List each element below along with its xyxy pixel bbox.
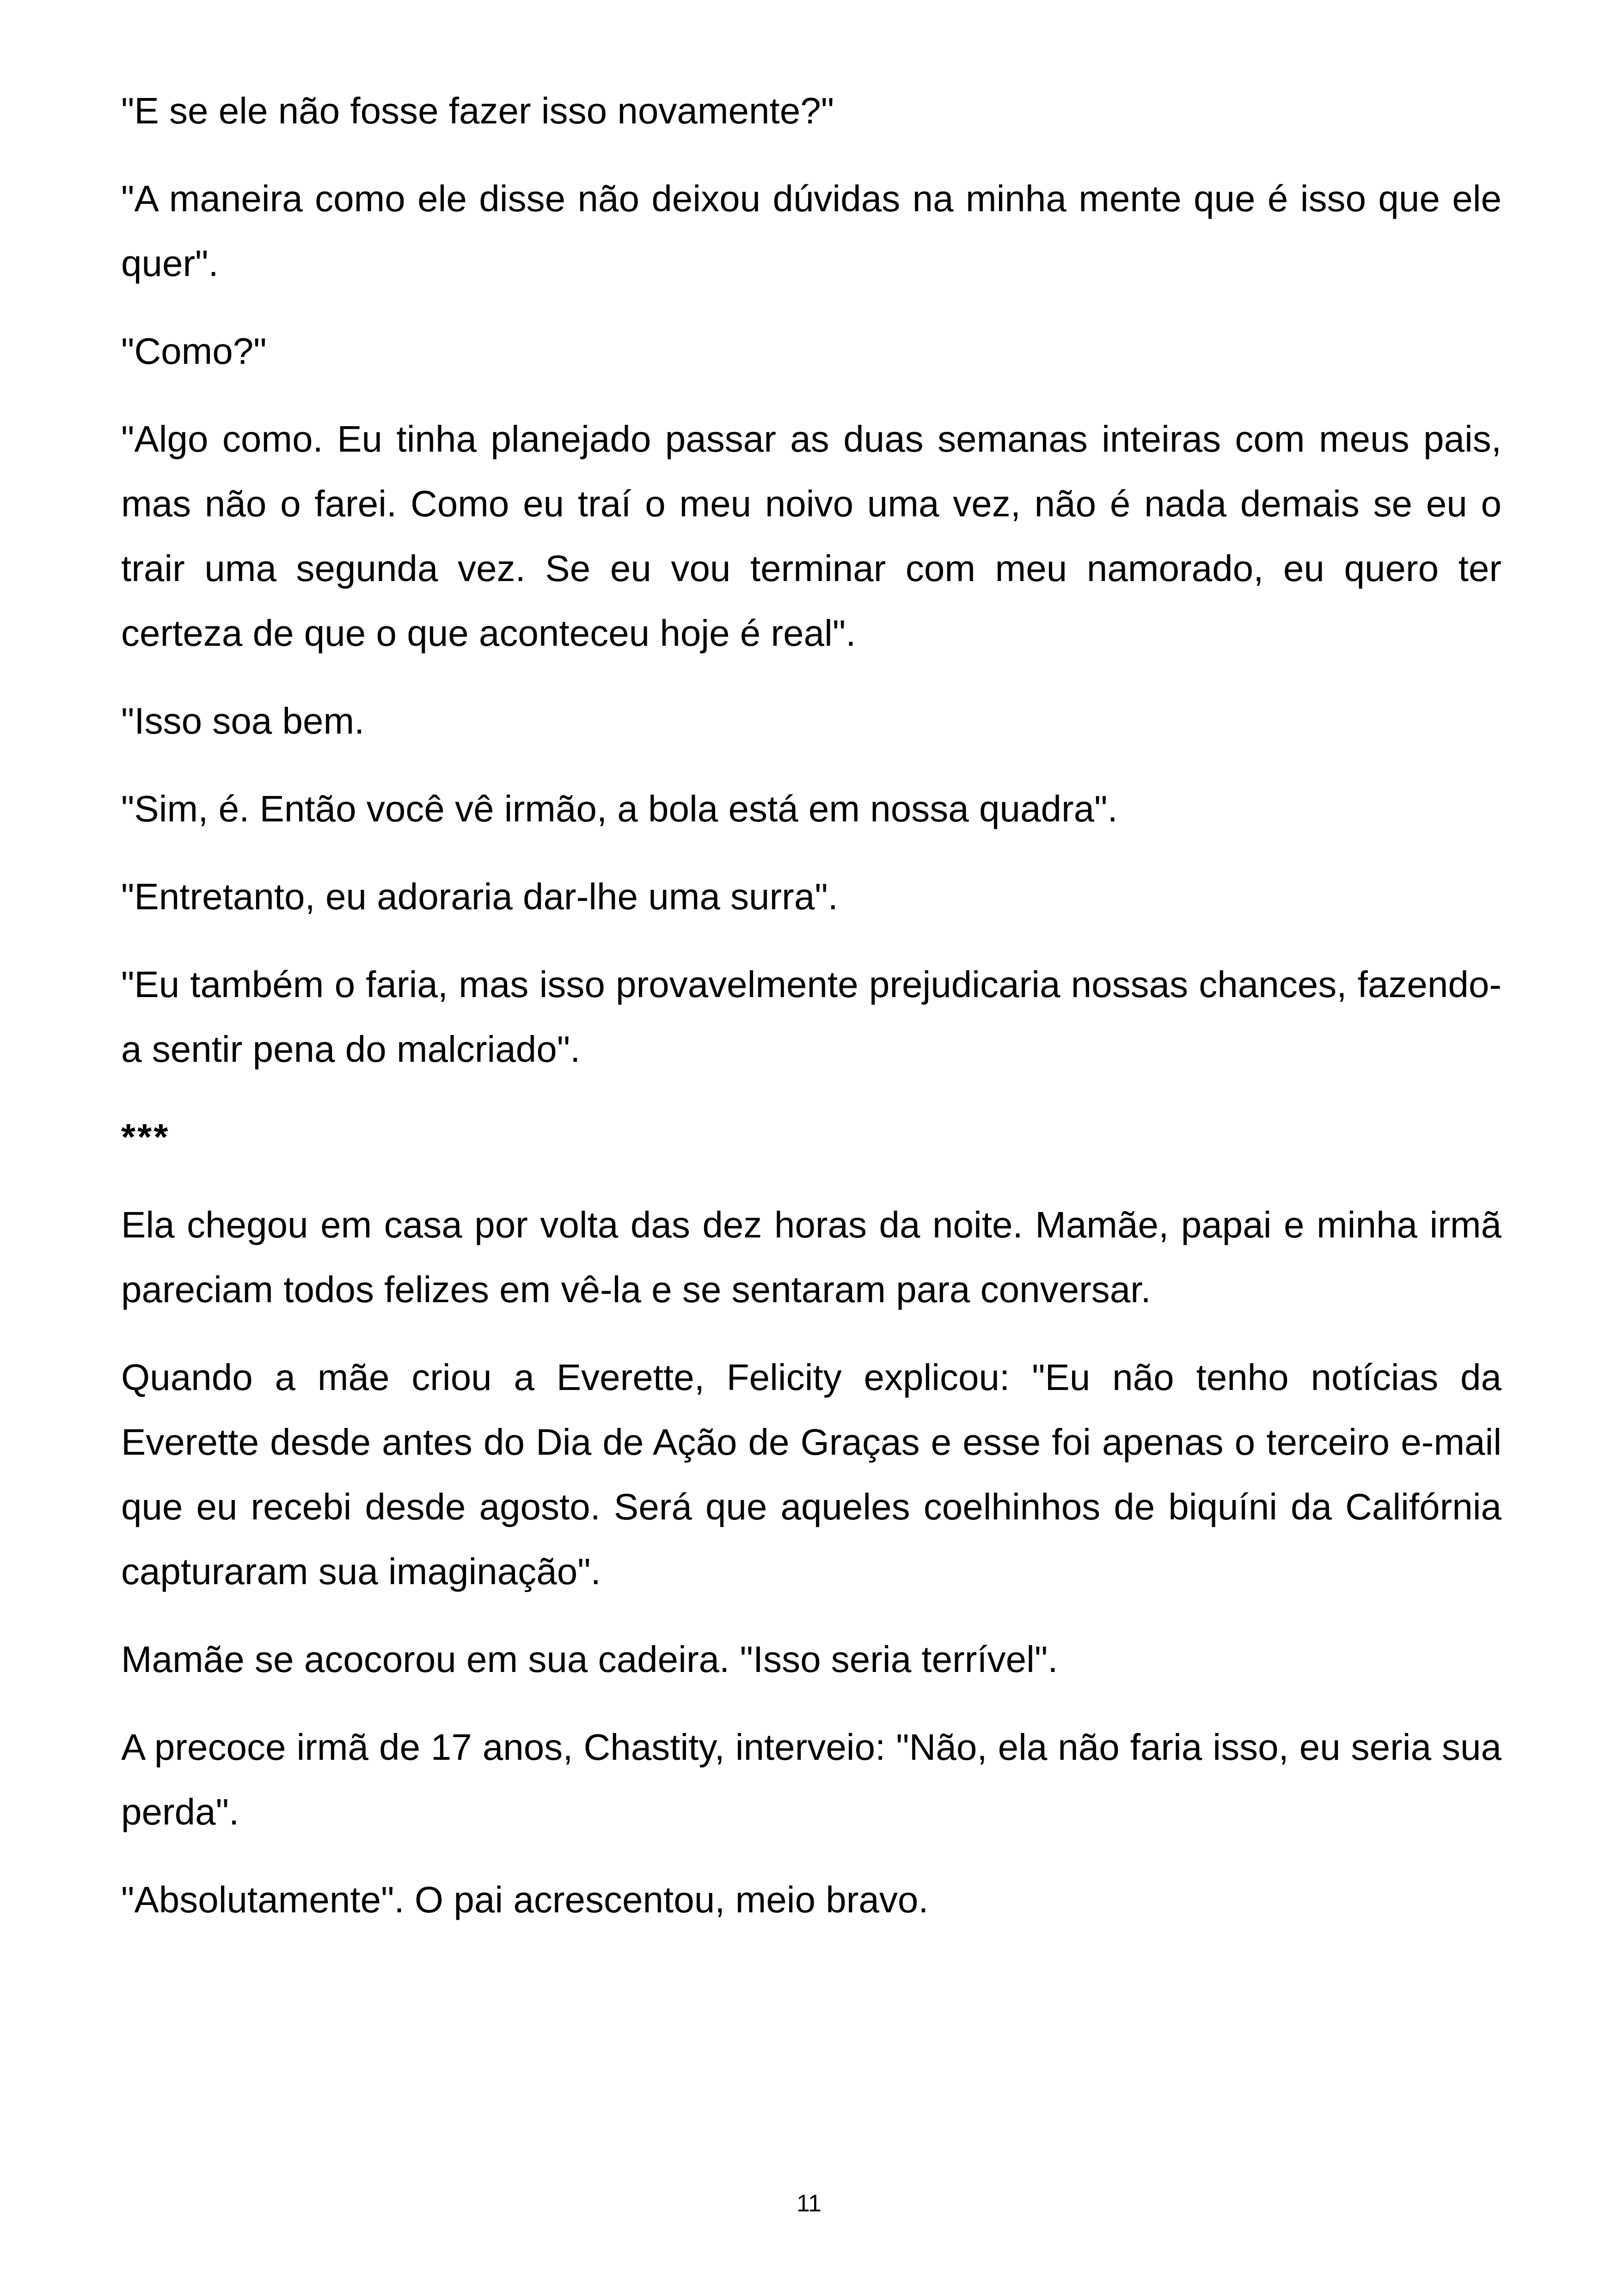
- paragraph: "Absolutamente". O pai acrescentou, meio bravo.: [121, 1879, 929, 1920]
- paragraph: "E se ele não fosse fazer isso novamente?": [121, 90, 834, 131]
- body-text: [121, 79, 1502, 1955]
- paragraph: "A maneira como ele disse não deixou dúvidas na minha mente que é isso que ele quer".: [121, 178, 1502, 284]
- paragraph: "Sim, é. Então você vê irmão, a bola está em nossa quadra".: [121, 788, 1118, 829]
- page-number: 11: [797, 2190, 821, 2217]
- paragraph: A precoce irmã de 17 anos, Chastity, interveio: "Não, ela não faria isso, eu seria sua perda".: [121, 1727, 1502, 1832]
- paragraph: "Isso soa bem.: [121, 700, 365, 741]
- paragraph: "Como?": [121, 331, 267, 372]
- paragraph: Ela chegou em casa por volta das dez horas da noite. Mamãe, papai e minha irmã pareciam todos felizes em vê-la e se sentaram para conversar.: [121, 1204, 1502, 1310]
- paragraph: "Entretanto, eu adoraria dar-lhe uma surra".: [121, 876, 838, 917]
- scene-break: ***: [121, 1116, 170, 1157]
- paragraph: Quando a mãe criou a Everette, Felicity explicou: "Eu não tenho notícias da Everette desde antes do Dia de Ação de Graças e esse foi apenas o terceiro e-mail que eu recebi desde agosto. Será que aqueles coelhinhos de biquíni da Califórnia capturaram sua imaginação".: [121, 1357, 1502, 1592]
- paragraph: Mamãe se acocorou em sua cadeira. "Isso seria terrível".: [121, 1639, 1058, 1680]
- paragraph: "Algo como. Eu tinha planejado passar as duas semanas inteiras com meus pais, mas não o farei. Como eu traí o meu noivo uma vez, não é nada demais se eu o trair uma segunda vez. Se eu vou terminar com meu namorado, eu quero ter certeza de que o que aconteceu hoje é real".: [121, 418, 1502, 654]
- paragraph: "Eu também o faria, mas isso provavelmente prejudicaria nossas chances, fazendo-a sentir pena do malcriado".: [121, 964, 1502, 1070]
